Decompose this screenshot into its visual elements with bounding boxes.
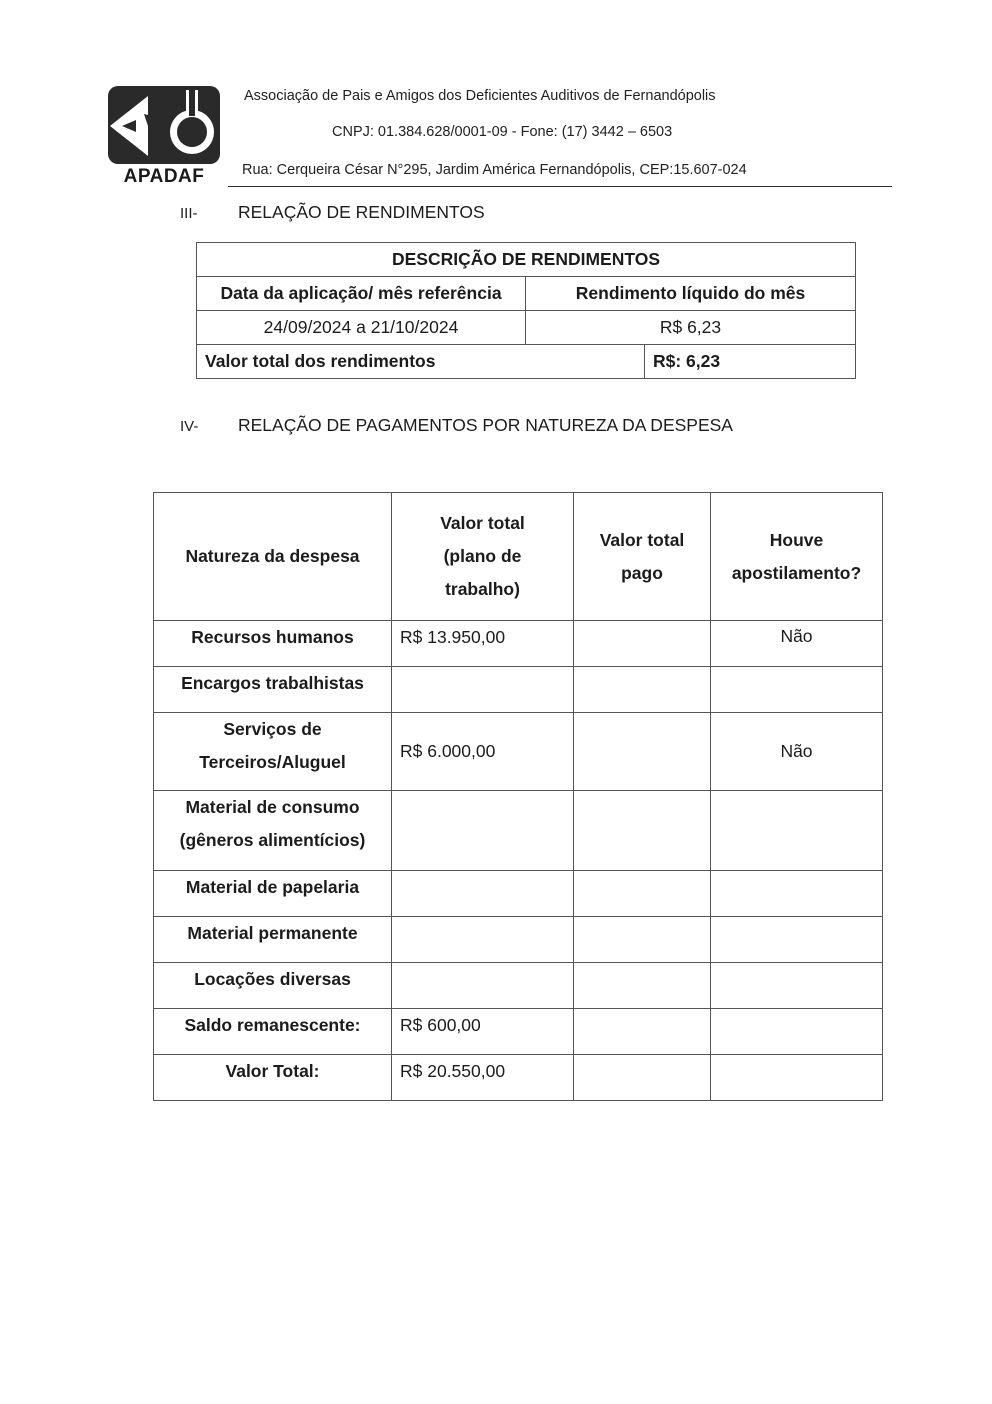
row-label-line2: Terceiros/Aluguel [199, 752, 346, 772]
row-paid [574, 621, 711, 667]
header-divider [228, 186, 892, 187]
section-3-title [180, 202, 485, 223]
row-paid [574, 917, 711, 963]
income-table-total-row [197, 345, 856, 379]
row-apost: Não [711, 621, 883, 667]
payments-col-paid-header [574, 493, 711, 621]
row-total: R$ 13.950,00 [392, 621, 574, 667]
row-apost [711, 667, 883, 713]
row-label-line1: Material de consumo [185, 797, 360, 817]
row-label: Valor Total: [154, 1055, 392, 1101]
table-row [154, 667, 883, 713]
org-address: Rua: Cerqueira César N°295, Jardim América Fernandópolis, CEP:15.607-024 [242, 162, 747, 178]
row-total [392, 791, 574, 871]
income-table-caption: DESCRIÇÃO DE RENDIMENTOS [197, 243, 856, 277]
table-row [154, 1009, 883, 1055]
payments-col-nature-header: Natureza da despesa [154, 493, 392, 621]
row-label: Material de papelaria [154, 871, 392, 917]
row-label: Locações diversas [154, 963, 392, 1009]
payments-col-total-line3: trabalho) [445, 579, 520, 599]
payments-col-paid-line2: pago [621, 562, 663, 583]
table-row [154, 713, 883, 791]
income-value: R$ 6,23 [526, 311, 856, 345]
row-paid [574, 1009, 711, 1055]
org-cnpj-phone: CNPJ: 01.384.628/0001-09 - Fone: (17) 3442 – 6503 [332, 124, 673, 140]
payments-col-total-line1: Valor total [440, 513, 525, 533]
row-total: R$ 600,00 [392, 1009, 574, 1055]
table-row [154, 917, 883, 963]
row-paid [574, 713, 711, 791]
row-label: Recursos humanos [154, 621, 392, 667]
section-3-label: RELAÇÃO DE RENDIMENTOS [238, 202, 485, 222]
row-apost [711, 963, 883, 1009]
payments-col-total-header [392, 493, 574, 621]
row-label-line2: (gêneros alimentícios) [179, 830, 366, 850]
income-table-row [197, 311, 856, 345]
row-apost [711, 1055, 883, 1101]
row-total [392, 917, 574, 963]
income-table-caption-row [197, 243, 856, 277]
section-4-title [180, 415, 733, 436]
row-label: Material permanente [154, 917, 392, 963]
income-col-yield-header: Rendimento líquido do mês [526, 277, 856, 311]
row-label [154, 791, 392, 871]
table-row [154, 963, 883, 1009]
row-apost: Não [711, 713, 883, 791]
org-name: Associação de Pais e Amigos dos Deficientes Auditivos de Fernandópolis [244, 88, 716, 104]
table-row [154, 621, 883, 667]
payments-header-row [154, 493, 883, 621]
logo-text: APADAF [123, 166, 205, 187]
row-total: R$ 6.000,00 [392, 713, 574, 791]
payments-col-paid-line1: Valor total [599, 529, 685, 550]
table-row [154, 791, 883, 871]
row-apost [711, 791, 883, 871]
row-paid [574, 1055, 711, 1101]
row-label [154, 713, 392, 791]
row-total: R$ 20.550,00 [392, 1055, 574, 1101]
row-apost [711, 917, 883, 963]
row-paid [574, 963, 711, 1009]
income-period: 24/09/2024 a 21/10/2024 [197, 311, 526, 345]
payments-col-total-line2: (plano de [443, 546, 522, 566]
row-paid [574, 791, 711, 871]
payments-col-apost-header [711, 493, 883, 621]
section-3-number: III- [180, 205, 198, 222]
row-paid [574, 871, 711, 917]
row-apost [711, 871, 883, 917]
ear-logo-icon [108, 86, 220, 166]
income-table [196, 242, 856, 379]
income-table-header-row [197, 277, 856, 311]
row-label: Encargos trabalhistas [154, 667, 392, 713]
row-total [392, 871, 574, 917]
income-total-value: R$: 6,23 [645, 345, 856, 379]
income-total-label: Valor total dos rendimentos [197, 345, 645, 379]
row-paid [574, 667, 711, 713]
payments-col-apost-line1: Houve [769, 529, 824, 550]
row-apost [711, 1009, 883, 1055]
payments-col-apost-line2: apostilamento? [731, 562, 862, 583]
payments-table [153, 492, 883, 1101]
section-4-label: RELAÇÃO DE PAGAMENTOS POR NATUREZA DA DESPESA [238, 415, 733, 435]
table-row [154, 871, 883, 917]
row-total [392, 963, 574, 1009]
section-4-number: IV- [180, 418, 199, 435]
apadaf-logo [108, 86, 220, 186]
row-label: Saldo remanescente: [154, 1009, 392, 1055]
row-label-line1: Serviços de [223, 719, 322, 739]
row-total [392, 667, 574, 713]
income-col-date-header: Data da aplicação/ mês referência [197, 277, 526, 311]
table-row [154, 1055, 883, 1101]
